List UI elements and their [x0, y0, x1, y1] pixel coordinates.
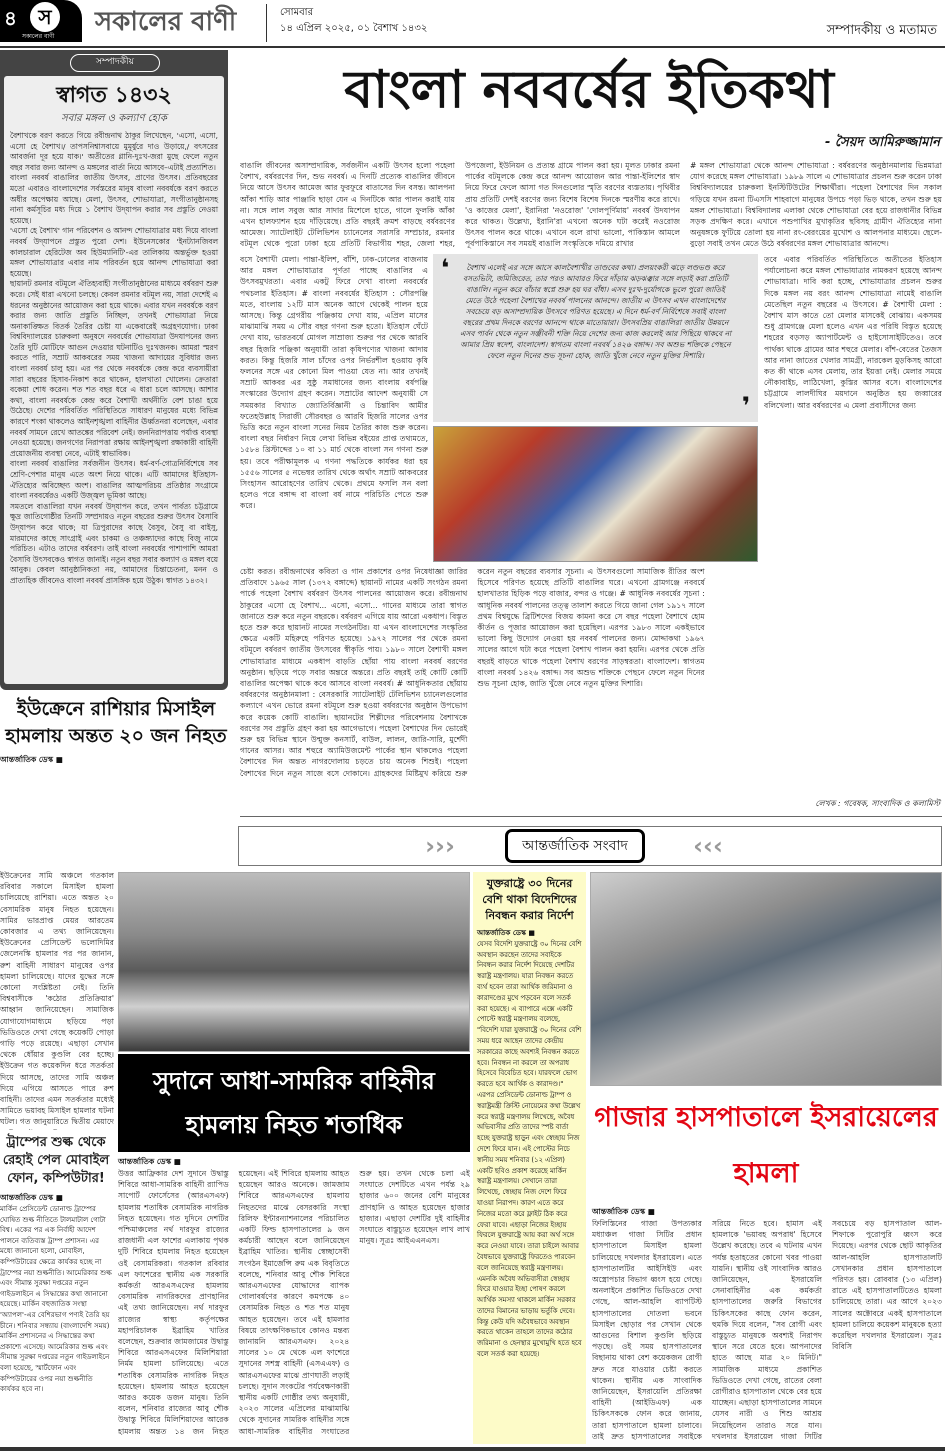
editorial-paragraph: বাংলা নববর্ষ বাঙালির সর্বজনীন উৎসব। ধর্ম-বর্ণ-গোত্রনির্বিশেষে সব শ্রেণি-পেশার মানুষ এতে অংশ নিয়ে থাকে। এটি আমাদের ইতিহাস-ঐতিহ্যের অবিচ্ছেদ্য অংশ। বাঙালির আত্মপরিচয় প্রতিষ্ঠার সংগ্রামে বাংলা নববর্ষেরও একটি উজ্জ্বল ভূমিকা আছে।	[10, 459, 218, 501]
us-registration-body: যেসব বিদেশি যুক্তরাষ্ট্রে ৩০ দিনের বেশি অবস্থান করছেন তাদের সবাইকে নিবন্ধন করার নির্দেশ দিয়েছে দেশটির স্বরাষ্ট্র মন্ত্রণালয়। যারা নিবন্ধন করতে ব্যর্থ হবেন তারা আর্থিক জরিমানা ও কারাদণ্ডের মুখে পড়বেন বলে সতর্ক করা হয়েছে। এ ব্যাপারে এক্সে একটি পোস্টে স্বরাষ্ট্র মন্ত্রণালয় বলেছে, "বিদেশি যারা যুক্তরাষ্ট্রে ৩০ দিনের বেশি সময় ধরে আছেন তাদের কেন্দ্রীয় সরকারের কাছে অবশ্যই নিবন্ধন করতে হবে। নিবন্ধন না করলে তা অপরাধ হিসেবে বিবেচিত হবে। যারফলে ভোগ করতে হবে আর্থিক ও কারাদণ্ড।" এরপর প্রেসিডেন্ট ডোনাল্ড ট্রাম্প ও স্বরাষ্ট্রমন্ত্রী ক্রিস্টি নোয়েমের কথা উল্লেখ করে স্বরাষ্ট্র মন্ত্রণালয় লিখেছে, অবৈধ অভিবাসীর প্রতি তাদের স্পষ্ট বার্তা হচ্ছে যুক্তরাষ্ট্র ছাড়ুন এবং স্বেচ্ছায় নিজ দেশে ফিরে যান। এই পোস্টের নিচে স্বানীয় সময় শনিবার (১২ এপ্রিল) একটি ছবিও প্রকাশ করেছে মার্কিন স্বরাষ্ট্র মন্ত্রণালয়। সেখানে তারা লিখেছে, স্বেচ্ছায় নিজ দেশে ফিরে যাওয়া নিরাপদ। কারণ এতে করে নিজের মতো করে ফ্লাইট ঠিক করে ফেরা যাবে। এছাড়া নিজের ইচ্ছায় ফিরলে যুক্তরাষ্ট্রে আয় করা অর্থ সঙ্গে করে নেওয়া যাবে। তারা চাইলে আবার বৈধভাবে যুক্তরাষ্ট্রে ফিরতেও পারবেন বলে জানিয়েছে স্বরাষ্ট্র মন্ত্রণালয়। এমনকি অবৈধ অভিবাসীরা স্বেচ্ছায় ফিরে যাওয়ার ইচ্ছা পোষণ করলে আর্থিক সমস্যা থাকলে মার্কিন সরকার তাদের বিমানের ভাড়ায় ভর্তুকি দেবে। কিন্তু কেউ যদি অবৈধভাবে অবস্থান করতে থাকেন তাহলে তাদের কঠোর জরিমানা ও হেনস্থার মুখোমুখি হতে হবে বলে সতর্ক করা হয়েছে।	[477, 939, 582, 1359]
sudan-headline: সুদানে আধা-সামরিক বাহিনীর হামলায় নিহত শতাধিক	[118, 1054, 470, 1152]
main-headline: বাংলা নববর্ষের ইতিকথা	[344, 59, 834, 120]
quote-close-icon: ❜	[741, 392, 751, 420]
chevron-left-icon: ‹‹‹	[693, 832, 723, 860]
section-name: সম্পাদকীয় ও মতামত	[826, 23, 937, 38]
editorial-title: স্বাগত ১৪৩২	[56, 83, 172, 108]
author-note: লেখক : গবেষক, সাংবাদিক ও কলামিস্ট	[815, 799, 940, 808]
bottom-rule	[0, 1447, 945, 1451]
issue-day: সোমবার	[280, 7, 314, 18]
article-text-top: বাঙালি জীবনের অসাম্প্রদায়িক, সর্বজনীন একটি উৎসব হলো পহেলা বৈশাখ, বর্ষবরণের দিন, শুভ নববর্ষ। এ দিনটি প্রত্যেক বাঙালির জীবনে নিয়ে আসে উৎসব আমেজ আর ফুরফুরে বাতাসের দিন বসন্ত। আলপনা আঁকা শাড়ি আর পাঞ্জাবি ছাড়া যেন এ দিনটিকে আর পালন করাই যায় না। সঙ্গে লাল সবুজ আর সাদার মিশেলে হাতে, গালে ফুলকি আঁকা এখন হালফ্যাশন হয়ে দাঁড়িয়েছে। প্রতি বছরই ক্রমশ বাড়ছে বর্ষবরণের আমেজ। স্যাটেলাইট টেলিভিশন চ্যানেলের সরাসরি সম্প্রচার, রমনার বটমূল থেকে পুরো ঢাকা হয়ে প্রতিটি বিভাগীয় শহর, জেলা শহর, উপজেলা, ইউনিয়ন ও প্রত্যন্ত গ্রামে পালন করা হয়। মূলত ঢাকার রমনা পার্কের বটমূলকে কেন্দ্র করে আনন্দ আয়োজন আর পান্তা-ইলিশের স্বাদ নিয়ে ফিরে ফেলে আসা গত দিনগুলোর স্মৃতি বরণের ব্যস্ততায়। পৃথিবীর প্রায় প্রতিটি দেশই বরণের জন্য বিশেষ বিশেষ দিনকে স্মরণীয় করে রাখে। 'ও কাজের মেলা', ইরানিরা 'নওরোজ' 'দোলপূর্ণিমায়' নববর্ষ উদযাপন করে থাকত। উল্লেখ্য, ইরানি'রা এখনো অনেক ঘটা করেই নওরোজ উৎসব পালন করে থাকে। এখানে বলে রাখা ভালো, পাকিস্তান আমলে পূর্বপাকিস্তানে সব সময়ই বাঙালি সংস্কৃতিকে দমিয়ে রাখার	[240, 161, 680, 249]
editorial-paragraph: ছায়ানট রমনার বটমূলে ঐতিহ্যবাহী সংগীতানুষ্ঠানের মাধ্যমে বর্ষবরণ শুরু করে। সেই ধারা এখনো চলছে। কেবল রমনার বটমূল নয়, সারা দেশেই এ ধরনের অনুষ্ঠানের আয়োজন করা হয়ে থাকে। এবার যখন নববর্ষকে বরণ করার জন্য জাতি প্রস্তুতি নিচ্ছিল, তখনই শোভাযাত্রা নিয়ে অনাকাঙ্ক্ষিত বিতর্ক তৈরির চেষ্টা যা একেবারেই অগ্রহণযোগ্য। ঢাকা বিশ্ববিদ্যালয়ের চারুকলা অনুষদে নববর্ষের শোভাযাত্রা উদযাপনের জন্য তৈরি দুটি মোটিফে আগুন দেওয়ার ঘটনাটিও দুঃখজনক। আমরা স্মরণ করতে পারি, সম্রাট আকবরের সময় খাজনা আদায়ের সুবিধার জন্য বাংলা নববর্ষ চালু হয়। এর পর থেকে নববর্ষকে কেন্দ্র করে ব্যবসায়ীরা সারা বছরের হিসাব-নিকাশ করে থাকেন, হালখাতা খোলেন। ক্রেতারা বকেয়া শোধ করেন। শত শত বছর ধরে এ ধারা চলে আসছে। আশার কথা, বাংলা নববর্ষকে কেন্দ্র করে বৈশাখী অর্থনীতি বেশ চাঙা হয়ে উঠেছে। দেশের পরিবর্তিত পরিস্থিতিতে সাধারণ মানুষের মধ্যে বিভিন্ন কারণে শংকা থাকলেও আইনশৃঙ্খলা বাহিনীর ঊর্ধ্বতনরা বলেছেন, এবার নববর্ষ সামনে রেখে আতঙ্কের পরিবেশ নেই। জননিরাপত্তায় পর্যাপ্ত ব্যবস্থা নেওয়া হয়েছে। জনগণের নিরাপত্তা রক্ষায় আইনশৃঙ্খলা রক্ষাকারী বাহিনী প্রয়োজনীয় ব্যবস্থা নেবে, এটাই স্বাভাবিক।	[10, 279, 218, 458]
ukraine-headline: ইউক্রেনে রাশিয়ার মিসাইল হামলায় অন্তত ২০ জন নিহত	[5, 698, 227, 747]
byline: - সৈয়দ আমিরুজ্জামান	[824, 135, 940, 150]
ukraine-body: ইউক্রেনের সামি অঞ্চলে গতকাল রবিবার সকালে মিসাইল হামলা চালিয়েছে রাশিয়া। এতে অন্তত ২০ বেসামরিক মানুষ নিহত হয়েছেন। সামির ভারপ্রাপ্ত মেয়র আরতেম কোবজার এ তথ্য জানিয়েছেন। ইউক্রেনের প্রেসিডেন্ট ভলোদিমির জেলেনস্কি হামলার পর পর জানান, রুশ বাহিনী সাধারণ মানুষের ওপর হামলা চালিয়েছে। যাদের যুদ্ধের সঙ্গে কোনো সংশ্লিষ্টতা নেই। তিনি বিশ্ববাসীকে 'কঠোর প্রতিক্রিয়ার' আহ্বান জানিয়েছেন। সামাজিক যোগাযোগমাধ্যমে ছড়িয়ে পড়া ভিডিওতে দেখা গেছে কয়েকটি পোড়া গাড়ি পড়ে রয়েছে। এছাড়া সেখান থেকে ধোঁয়ার কুণ্ডলি বের হচ্ছে। ইউক্রেন গত কয়েকদিন ধরে সতর্কতা দিয়ে আসছে, তাদের সামি অঞ্চল দিয়ে এগিয়ে আসতে পারে রুশ বাহিনী। তাদের এমন সতর্কতার মধ্যেই সামিতে ভয়াবহ মিসাইল হামলার ঘটনা ঘটল। গত জানুয়ারিতে দ্বিতীয় মেয়াদে	[0, 871, 114, 1127]
article-text-right-top: # মঙ্গল শোভাযাত্রা থেকে আনন্দ শোভাযাত্রা : বর্ষবরণের অনুষ্ঠানমালায় ভিন্নমাত্রা যোগ করেছে মঙ্গল শোভাযাত্রা। ১৯৮৯ সালে এ শোভাযাত্রার প্রচলন শুরু করেন ঢাকা বিশ্ববিদ্যালয়ের চারুকলা ইনস্টিটিউটের শিক্ষার্থীরা। পহেলা বৈশাখের দিন সকাল গড়িয়ে যখন রমনা টিএসসি শাহবাগে মানুষের উপচে পড়া ভিড় থাকে, তখন শুরু হয় মঙ্গল শোভাযাত্রা। বিশ্ববিদ্যালয় এলাকা থেকে শোভাযাত্রা বের হয়ে রাজধানীর বিভিন্ন সড়ক প্রদক্ষিণ করে। এখানে পশুপাখির মুখাকৃতির ছবিসহ গ্রামীণ ঐতিহ্যের নানা অনুষঙ্গকে ফুটিয়ে তোলা হয় নানা রং-বেরংয়ের মুখোশ ও আলপনার মাধ্যমে। ছেলে-বুড়ো সবাই তখন মেতে উঠে বর্ষবরণের মঙ্গল শোভাযাত্রার আনন্দে।	[690, 161, 942, 249]
editorial-paragraph: বৈশাখকে বরণ করতে গিয়ে রবীন্দ্রনাথ ঠাকুর লিখেছেন, 'এসো, এসো, এসো হে বৈশাখ।/ তাপসনিশ্বাসবায়ে মুমূর্ষুরে দাও উড়ায়ে,/ বৎসরের আবর্জনা দূর হয়ে যাক।' অতীতের গ্লানি-দুঃখ-জরা মুছে ফেলে নতুন বছর সবার জন্য আনন্দ ও মঙ্গলের বার্তা নিয়ে আসবে–এটাই প্রত্যাশিত।	[10, 131, 218, 172]
desk-label: আন্তর্জাতিক ডেস্ক ■	[118, 1157, 181, 1166]
article-text-left: বসে বৈশাখী মেলা। পান্তা-ইলিশ, বাঁশি, ঢাক-ঢোলের বাজনায় আর মঙ্গল শোভাযাত্রার পূর্ণতা পাচ্ছে বাঙালির এ উৎসবমুখরতা। এবার একটু ফিরে দেখা বাংলা নববর্ষের পথচলার ইতিহাস। # বাংলা নববর্ষের ইতিহাস : সৌরপঞ্জি মতে, বাংলায় ১২টি মাস অনেক আগে থেকেই পালন হয়ে আসছে। কিন্তু গ্রেগরীয় পঞ্জিকায় দেখা যায়, এপ্রিল মাসের মাঝামাঝি সময় এ সৌর বছর গণনা শুরু হতো। ইতিহাস ঘেঁটে দেখা যায়, ভারতবর্ষে মোগল সাম্রাজ্য শুরুর পর থেকে আরবি বছর হিজরি পঞ্জিকা অনুযায়ী তারা কৃষিপণ্যের খাজনা আদায় করত। কিন্তু হিজরি সাল চাঁদের ওপর নির্ভরশীল হওয়ায় কৃষি ফলনের সঙ্গে এর কোনো মিল পাওয়া যেত না। আর তখনই সম্রাট আকবর এর সুষ্ঠু সমাধানের জন্য বাংলায় বর্ষপঞ্জি সংস্কারের উদ্যোগ গ্রহণ করেন। সম্রাটের আদেশ অনুযায়ী সে সময়কার বিখ্যাত জ্যোতির্বিজ্ঞানী ও চিন্তাবিদ আমীর ফতেহউল্লাহ সিরাজী সৌরবছর ও আরবি হিজরি সালের ওপর ভিত্তি করে নতুন বাংলা সনের নিয়ম তৈরির কাজ শুরু করেন। বাংলা বছর নির্ধারণ নিয়ে লেখা বিভিন্ন বইয়ের প্রাপ্ত তথ্যমতে, ১৫৮৪ খ্রিস্টাব্দের ১০ বা ১১ মার্চ থেকে বাংলা সন গণনা শুরু হয়। তবে পরীক্ষামূলক এ গণনা পদ্ধতিকে কার্যকর ধরা হয় ১৫৫৬ সালের ৫ নভেম্বর তারিখ থেকে অর্থাৎ সম্রাট আকবরের সিংহাসন আরোহণের তারিখ থেকে। প্রথমে ফসলি সন বলা হলেও পরে বঙ্গাব্দ বা বাংলা বর্ষ নামে পরিচিতি পেতে শুরু করে।	[240, 255, 428, 511]
top-rule	[0, 46, 945, 48]
us-registration-box	[473, 872, 586, 1444]
editorial-paragraph: বাংলা নববর্ষ বাঙালির জাতীয় উৎসব, প্রাণের উৎসব। প্রতিবছরের মতো এবারও বাংলাদেশের সর্বস্তরের মানুষ বাংলা নববর্ষকে বরণ করতে অধীর অপেক্ষায় আছে। মেলা, উৎসব, শোভাযাত্রা, সংগীতানুষ্ঠানসহ নানা কর্মসূচির মধ্য দিয়ে ১ বৈশাখ উদ্‌যাপন করার সব প্রস্তুতি নেওয়া হয়েছে।	[10, 173, 218, 225]
trump-headline: ট্রাম্পের শুল্ক থেকে রেহাই পেল মোবাইল ফোন, কম্পিউটার!	[2, 1135, 110, 1186]
gaza-photo	[590, 872, 942, 1086]
desk-label: আন্তর্জাতিক ডেস্ক ■	[477, 929, 535, 937]
quote-open-icon: ❛	[440, 254, 450, 282]
gaza-headline: গাজার হাসপাতালে ইসরায়েলের হামলা	[594, 1102, 938, 1189]
pull-quote: বৈশাখ এলেই এর সঙ্গে আসে কালবৈশাখীর তাণ্ডবের কথা। প্রলয়ংকরী ঝড়ে লণ্ডভণ্ড করে বসতভিটা, জমিজিরেত, তার পরও আবারও ফিরে দাঁড়ায় ঝড়ঝঞ্ঝার সঙ্গে লড়াই করা প্রতিটি বাঙালি। নতুন করে বাঁচার স্বপ্নে শুরু হয় ঘর বাঁধা। এসব দুঃখ-দুর্যোগকে ভুলে পুরো জাতিই মেতে উঠে পহেলা বৈশাখের নববর্ষ পালনের আনন্দে। জাতীয় এ উৎসব এখন বাংলাদেশের সবচেয়ে বড় অসাম্প্রদায়িক উৎসবে পরিণত হয়েছে। এ দিনে ধর্ম-বর্ণ নির্বিশেষে সবাই বাংলা বছরের প্রথম দিনকে বরণের আনন্দে থাকে মাতোয়ারা। উৎসবপ্রিয় বাঙালিরা জাতীয় উন্নয়নে এসব পার্বন থেকে নতুন সঞ্জীবনী শক্তি নিয়ে দেশের জন্য কাজ করলেই আর পিছিয়ে থাকবে না আমার প্রিয় স্বদেশ, বাংলাদেশ। স্বাগতম বাংলা নববর্ষ ১৪২৬ বঙ্গাব্দ। সব অশুভ শক্তিকে পেছনে ফেলে নতুন দিনের শুভ সূচনা হোক, জাতি খুঁজে নেবে নতুন মুক্তির দিশারি।	[459, 263, 732, 360]
article-text-right-mid: তবে এবার পরিবর্তিত পরিস্থিতিতে অতীতের ইতিহাস পর্যালোচনা করে মঙ্গল শোভাযাত্রার নামকরণ হয়েছে আনন্দ শোভাযাত্রা। দাবি করা হচ্ছে, শোভাযাত্রার প্রচলন শুরুর দিকে মঙ্গল নয় বরং আনন্দ শোভাযাত্রা নামেই বাঙালি মেতেছিল নতুন বছরের এ উৎসবে। # বৈশাখী মেলা : বৈশাখ মাস কাতে তো মেলার মাসকেই বোঝায়। একসময় শুধু গ্রামগঞ্জে মেলা হলেও এখন এর পরিধি বিস্তৃত হয়েছে শহরের বড়সড় অ্যাপার্টমেন্ট ও হাইসোসাইটিতেও। তবে পার্থক্য থাকে গ্রামের আর শহুরে মেলার। বাঁশ-বেতের তৈজস আর নানা জাতের খেলার সামগ্রী, নারকেল মুড়কিসহ আরো কত কী থাকে এসব মেলায়, তার ইয়ত্তা নেই। মেলার সময়ে নৌকাবাইচ, লাঠিখেলা, কুস্তির আসর বসে। বাংলাদেশের চট্টগ্রামে লালদীঘির ময়দানে অনুষ্ঠিত হয় জব্বারের বলিখেলা। আর বর্ষবরণের এ মেলা প্রবাসীদের জন্য	[764, 255, 942, 410]
chevron-right-icon: ›››	[425, 832, 455, 860]
gaza-body: ফিলিস্তিনের গাজা উপত্যকার মধ্যাঞ্চল গাজা সিটির প্রধান হাসপাতালে মিসাইল হামলা চালিয়েছে দখলদার ইসরায়েল। এতে হাসপাতালটির আইসিইউ এবং অস্ত্রোপচার বিভাগ ধ্বংস হয়ে গেছে। অনলাইনে প্রকাশিত ভিডিওতে দেখা গেছে, আল-আহলি ব্যাপটিস্ট হাসপাতালের দোতলা ভবনে মিসাইল ছোড়ার পর সেখান থেকে আগুনের বিশাল কুণ্ডলি ছড়িয়ে পড়ছে। ওই সময় হাসপাতালের বিছানায় থাকা বেশ কয়েকজন রোগী দ্রুত সরে যাওয়ার চেষ্টা করতে থাকেন। স্থানীয় এক সাংবাদিক জানিয়েছেন, ইসরায়েলি প্রতিরক্ষা বাহিনী (আইডিএফ) এক চিকিৎসককে ফোন করে জানায়, তারা হাসপাতালে হামলা চালাবে। তাই দ্রুত হাসপাতালের সবাইকে সরিয়ে নিতে হবে। হামাস এই হামলাকে 'ভয়াবহ অপরাধ' হিসেবে উল্লেখ করেছে। তবে এ ঘটনায় এখন পর্যন্ত হতাহতের কোনো খবর পাওয়া যায়নি। স্থানীয় ওই সাংবাদিক আরও জানিয়েছেন, ইসরায়েলি সেনাবাহিনীর এক কর্মকর্তা হাসপাতালের জরুরি বিভাগের চিকিৎসকের কাছে ফোন করেন, হুমকি দিয়ে বলেন, "সব রোগী এবং বাস্তুচ্যুত মানুষকে অবশ্যই নিরাপদ স্থানে সরে যেতে হবে। আপনাদের হাতে আছে মাত্র ২০ মিনিট।" সামাজিক মাধ্যমে প্রকাশিত ভিডিওতে দেখা গেছে, রাতের বেলা রোগীরাও হাসপাতাল থেকে বের হয়ে যাচ্ছেন। এছাড়া হাসপাতালের সামনে যেসব নারী ও শিশু আশ্রয় নিয়েছিলেন তারাও সরে যান। দখলদার ইসরায়েল গাজা সিটির সবচেয়ে বড় হাসপাতাল আল-শিফাকে পুরোপুরি ধ্বংস করে দিয়েছে। এরপর থেকে ছোট আকৃতির আল-আহলি হাসপাতালটি সেখানকার প্রধান হাসপাতালে পরিণত হয়। রোববার (১৩ এপ্রিল) রাতে এই হাসপাতালটিতেও হামলা চালিয়েছে তারা। এর আগে ২০২৩ সালের অক্টোবরে একই হাসপাতালে হামলা চালিয়ে কয়েকশ মানুষকে হত্যা করেছিল দখলদার ইসরায়েল। সূত্রঃ বিবিসি	[592, 1219, 942, 1441]
sudan-body: উত্তর আফ্রিকার দেশ সুদানে উদ্বাস্তু শিবিরে আধা-সামরিক বাহিনী র‍্যাপিড সাপোর্ট ফোর্সেসের (আরএসএফ) হামলায় শতাধিক বেসামরিক নাগরিক নিহত হয়েছেন। গত দুদিনে দেশটির পশ্চিমাঞ্চলের নর্থ দারফুর রাজ্যের রাজধানী এল ফাশের এলাকায় পৃথক দুটি শিবিরে হামলায় নিহত হয়েছেন ওই বেসামরিকরা। গতকাল রবিবার এল ফাশেরের স্থানীয় এক সরকারি কর্মকর্তা আরএসএফের হামলায় বেসামরিক নাগরিকদের প্রাণহানির এই তথ্য জানিয়েছেন। নর্থ দারফুর রাজ্যের স্বাস্থ্য কর্তৃপক্ষের মহাপরিচালক ইব্রাহিম খাতির বলেছেন, শুক্রবার জামজামের উদ্বাস্তু শিবিরে আরএসএফের মিলিশিয়ারা নির্মম হামলা চালিয়েছে। এতে শতাধিক বেসামরিক নাগরিক নিহত হয়েছেন। হামলায় আহত হয়েছেন আরও কয়েক ডজন মানুষ। তিনি বলেন, শনিবার রাজ্যের আবু শৌক উদ্বাস্তু শিবিরে মিলিশিয়াদের আরেক হামলায় অন্তত ১৪ জন নিহত হয়েছেন। এই শিবিরে হামলায় আহত হয়েছেন আরও অনেকে। জামজাম শিবিরে আরএসএফের হামলায় নিহতদের মাঝে বেসরকারি সংস্থা রিলিফ ইন্টারন্যাশনালের পরিচালিত একটি ফিল্ড হাসপাতালের ৯ জন কর্মচারী আছেন বলে জানিয়েছেন ইব্রাহিম খাতির। স্থানীয় স্বেচ্ছাসেবী সংগঠন ইমার্জেন্সি রুম এক বিবৃতিতে বলেছে, শনিবার আবু শৌক শিবিরে আরএসএফের যোদ্ধাদের ব্যাপক গোলাবর্ষণের কারণে কমপক্ষে ৪০ বেসামরিক নিহত ও শত শত মানুষ আহত হয়েছেন। তবে এই হামলার বিষয়ে তাৎক্ষণিকভাবে কোনও মন্তব্য জানায়নি আরএসএফ। ২০২৪ সালের ১০ মে থেকে এল ফাশেরে সুদানের সশস্ত্র বাহিনী (এসএএফ) ও আরএসএফের মাঝে প্রাণঘাতী লড়াই চলছে। সুদান সংকটের পর্যবেক্ষণকারী স্থানীয় একটি গোষ্ঠীর তথ্য অনুযায়ী, ২০২৩ সালের এপ্রিলের মাঝামাঝি থেকে সুদানের সামরিক বাহিনীর সঙ্গে আধা-সামরিক বাহিনীর সংঘাতের শুরু হয়। তখন থেকে চলা এই সংঘাতে দেশটিতে এখন পর্যন্ত ২৯ হাজার ৬০০ জনের বেশি মানুষের প্রাণহানি ও আহত হয়েছেন হাজার হাজার। এছাড়া দেশটির দুই বাহিনীর সংঘাতে বাস্তুচ্যুত হয়েছেন লাখ লাখ মানুষ। সূত্রঃ আইএএনএস।	[118, 1169, 470, 1436]
sudan-photo	[118, 872, 470, 1052]
desk-label: আন্তর্জাতিক ডেস্ক ■	[592, 1207, 655, 1216]
trump-body: মার্কিন প্রেসিডেন্ট ডোনাল্ড ট্রাম্পের ঘোষিত শুল্ক নীতিতে টালমাটাল গোটা বিশ্ব। একের পর এক নির্বাহী আদেশ পালনে ব্যতিব্যস্ত ট্রাম্প প্রশাসন। এর মধ্যে জানানো হলো, মোবাইল, কম্পিউটারের ক্ষেত্রে কার্যকর হচ্ছে না ট্রাম্পের নয়া শুল্কনীতি। আমেরিকার শুল্ক এবং সীমান্ত সুরক্ষা দপ্তরের নতুন গাইডলাইনে এ সিদ্ধান্তের কথা জানানো হয়েছে। মার্কিন বহুজাতিক সংস্থা 'অ্যাপল'-এর বেশিরভাগ পণ্যই তৈরি হয় চীনে। শনিবার সন্ধ্যায় (বাংলাদেশি সময়) মার্কিন প্রশাসনের এ সিদ্ধান্তের কথা প্রকাশ্যে এসেছে। আমেরিকার শুল্ক এবং সীমান্ত সুরক্ষা দপ্তরের নতুন গাইডলাইনে বলা হয়েছে, স্মার্টফোন এবং কম্পিউটারের ওপর নয়া শুল্কনীতি কার্যকর হবে না।	[0, 1205, 112, 1394]
editorial-body	[10, 131, 218, 587]
editorial-paragraph: সমতলে বাঙালিরা যখন নববর্ষ উদ্‌যাপন করে, তখন পার্বত্য চট্টগ্রামে ক্ষুদ্র জাতিগোষ্ঠীর তিনটি সম্প্রদায়ও নতুন বছরের শুরুর উৎসব বৈসাবি উদ্‌যাপন করে থাকে; যা ত্রিপুরাদের কাছে বৈসুব, বৈসু বা বাইসু, মারমাদের কাছে সাংগ্রাই এবং চাকমা ও তঞ্চঙ্গ্যাদের কাছে বিজু নামে পরিচিত। এটাও তাদের বর্ষবরণ। তাই বাংলা নববর্ষের পাশাপাশি আমরা বৈসাবি উৎসবকেও স্বাগত জানাই। নতুন বছর সবার কল্যাণ ও মঙ্গল বয়ে আনুক। কেবল আনুষ্ঠানিকতা নয়, আমাদের চিন্তাচেতনা, মনন ও প্রাত্যহিক জীবনেও বাংলা নববর্ষ প্রাসঙ্গিক হয়ে উঠুক। স্বাগত ১৪৩২।	[10, 501, 219, 585]
page-number: ৪	[4, 6, 17, 30]
issue-date: ১৪ এপ্রিল ২০২৫, ০১ বৈশাখ ১৪৩২	[280, 23, 428, 34]
section-rule	[240, 816, 942, 817]
logo-icon: স	[30, 2, 60, 32]
logo-caption: সকালের বাণী	[22, 33, 55, 40]
festival-photo	[433, 426, 758, 562]
masthead-divider	[266, 4, 267, 42]
paper-name: সকালের বাণী	[95, 7, 237, 37]
editorial-tag: সম্পাদকীয়	[70, 54, 160, 72]
editorial-subtitle: সবার মঙ্গল ও কল্যাণ হোক	[61, 113, 167, 124]
editorial-box	[4, 76, 224, 684]
us-registration-headline: যুক্তরাষ্ট্রে ৩০ দিনের বেশি থাকা বিদেশিদের নিবন্ধন করার নির্দেশ	[482, 877, 577, 922]
desk-label: আন্তর্জাতিক ডেস্ক ■	[0, 755, 63, 764]
article-text-bottom: চেষ্টা করত। রবীন্দ্রনাথের কবিতা ও গান প্রকাশের ওপর নিষেধাজ্ঞা জারির প্রতিবাদে ১৯৬৫ সাল (১৩৭২ বঙ্গাব্দে) ছায়ানট নামের একটি সংগঠন রমনা পার্কে পহেলা বৈশাখ বর্ষবরণ উৎসব পালনের আয়োজন করে। রবীন্দ্রনাথ ঠাকুরের এসো হে বৈশাখ... এসো, এসো... গানের মাধ্যমে তারা স্বাগত জানাতে শুরু করে নতুন বছরকে। বর্ষবরণ এগিয়ে যায় আরো একধাপ। বিস্তৃত হতে শুরু করে ছায়ানট নামের সংগঠনটির। যা এখন বাংলাদেশের সংস্কৃতির ক্ষেত্রে একটি মহিরুহে পরিণত হয়েছে। ১৯৭২ সালের পর থেকে রমনা বটমূলে বর্ষবরণ জাতীয় উৎসবের স্বীকৃতি পায়। ১৯৮০ সালে বৈশাখী মঙ্গল শোভাযাত্রার মাধ্যমে একধাপ বাড়তি ছোঁয়া পায় বাংলা নববর্ষ বরণের অনুষ্ঠান। ছড়িয়ে পড়ে সবার অন্তরে অন্তরে। প্রতি বছরই তাই কোটি কোটি বাঙালির অপেক্ষা থাকে কবে আসবে বাংলা নববর্ষ। # আধুনিকতার ছোঁয়ায় বর্ষবরণের অনুষ্ঠানমালা : বেসরকারি স্যাটেলাইট টেলিভিশন চ্যানেলগুলোর কল্যাণে এখন ভোরে রমনা বটমূলে শুরু হওয়া বর্ষবরণের অনুষ্ঠান উপভোগ করে কয়েক কোটি বাঙালি। ছায়ানটের শিল্পীদের পরিবেশনায় বৈশাখকে বরণের সব প্রস্তুতি গ্রহণ করা হয় আগেভাগে। পহেলা বৈশাখের দিন ভোরেই শুরু হয় বিভিন্ন স্থানে উন্মুক্ত কনসার্ট, বাউল, লালন, জারি-সারি, মুর্শেদী গানের আসর। আর শহুরে অ্যামিউজমেন্ট পার্কের স্থান থাকলেও পহেলা বৈশাখের দিন অন্তত নাগরদোলায় চড়তে চায় অনেক শিশুই। পহেলা বৈশাখের দিনে নতুন সাজে বসে দোকানে। গ্রাহকদের মিষ্টিমুখ করিয়ে শুরু করেন নতুন বছরের ব্যবসার সূচনা। এ উৎসবগুলো সামাজিক রীতির অংশ হিসেবে পরিণত হয়েছে প্রতিটি বাঙালির ঘরে। এখনো গ্রামগঞ্জে নববর্ষে হালখাতার হিড়িক পড়ে বাজার, বন্দর ও গঞ্জে। # আধুনিক নববর্ষের সূচনা : আধুনিক নববর্ষ পালনের তত্ত্ব তালাশ করতে গিয়ে জানা গেল ১৯১৭ সালে প্রথম বিশ্বযুদ্ধে ব্রিটিশদের বিজয় কামনা করে সে বছর পহেলা বৈশাখে হোম কীর্তন ও পূজার আয়োজন করা হয়েছিল। এরপর ১৯৮৩ সালে একইভাবে ভালো কিছু উদ্যোগ নেওয়া হয় নববর্ষ পালনের জন্য। মোদ্দাকথা ১৯৬৭ সালের আগে ঘটা করে পহেলা বৈশাখ পালন করা হয়নি। এরপর থেকে প্রতি বছরই বাড়তে থাকে পহেলা বৈশাখ বরণের সাড়ম্বরতা। বাংলাদেশ। স্বাগতম বাংলা নববর্ষ ১৪২৬ বঙ্গাব্দ। সব অশুভ শক্তিকে পেছনে ফেলে নতুন দিনের শুভ সূচনা হোক, জাতি খুঁজে নেবে নতুন মুক্তির দিশারি।	[240, 567, 705, 778]
desk-label: আন্তর্জাতিক ডেস্ক ■	[0, 1193, 63, 1202]
editorial-paragraph: 'এসো হে বৈশাখ' গান পরিবেশন ও আনন্দ শোভাযাত্রার মধ্য দিয়ে বাংলা নববর্ষ উদ্‌যাপনে প্রস্তুত পুরো দেশ। ইউনেসকোর 'ইনট্যানজিবল কালচারাল হেরিটেজ অব হিউম্যানিটি'-এর তালিকায় অন্তর্ভুক্ত হওয়া মঙ্গল শোভাযাত্রার এবার নাম পরিবর্তন হয়ে আনন্দ শোভাযাত্রা করা হয়েছে।	[10, 226, 218, 278]
international-label: আন্তর্জাতিক সংবাদ	[505, 829, 645, 863]
